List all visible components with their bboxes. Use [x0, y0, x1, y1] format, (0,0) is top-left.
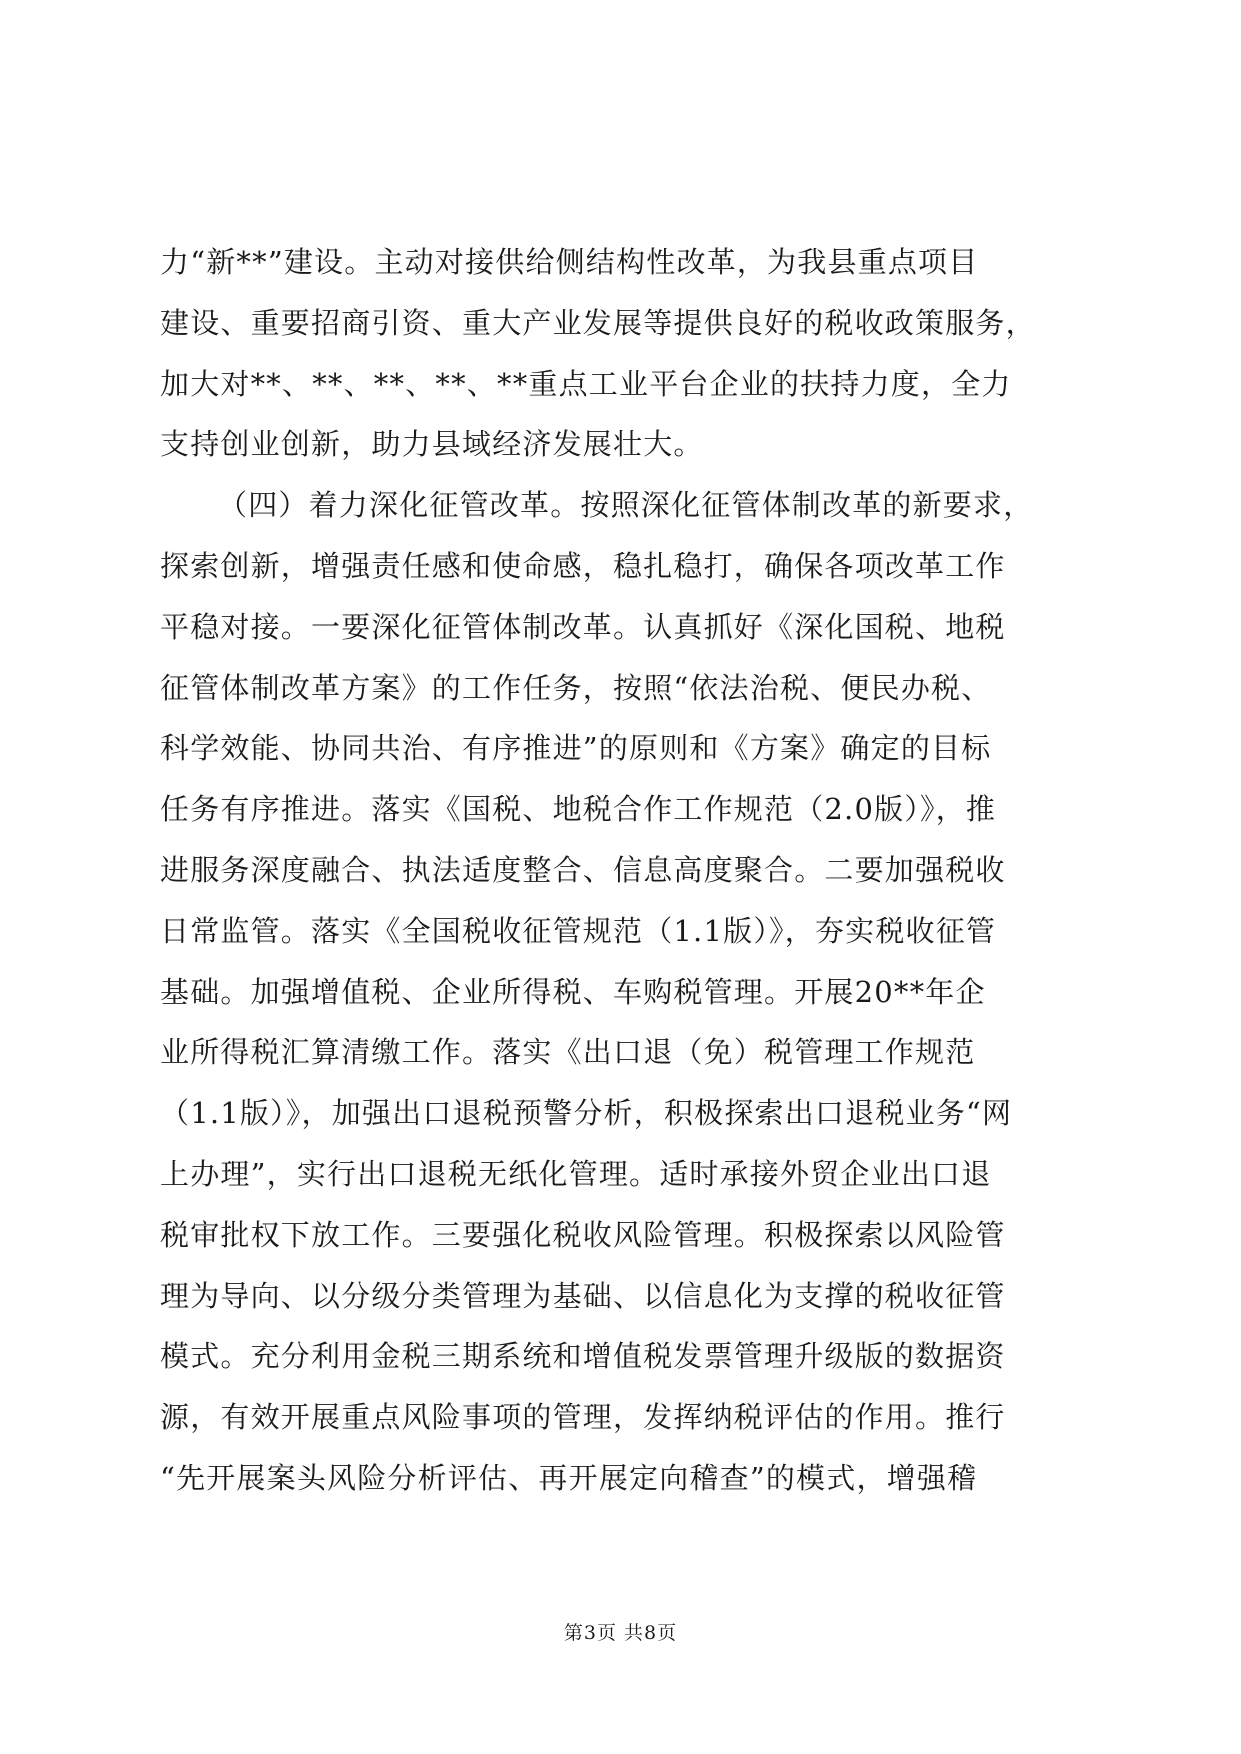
- text-line: 探索创新，增强责任感和使命感，稳扎稳打，确保各项改革工作: [160, 548, 1006, 583]
- text-line: （1.1版）》，加强出口退税预警分析，积极探索出口退税业务“网: [160, 1096, 1013, 1131]
- text-line: 业所得税汇算清缴工作。落实《出口退（免）税管理工作规范: [160, 1035, 976, 1070]
- document-body: [160, 232, 1080, 1509]
- text-line: 建设、重要招商引资、重大产业发展等提供良好的税收政策服务，: [160, 305, 1036, 340]
- text-line: 加大对**、**、**、**、**重点工业平台企业的扶持力度，全力: [160, 366, 1012, 401]
- section-heading-line: （四）着力深化征管改革。按照深化征管体制改革的新要求，: [218, 488, 1034, 523]
- text-line: 力“新**”建设。主动对接供给侧结构性改革，为我县重点项目: [160, 245, 979, 279]
- text-line: 税审批权下放工作。三要强化税收风险管理。积极探索以风险管: [160, 1217, 1006, 1252]
- text-line: 理为导向、以分级分类管理为基础、以信息化为支撑的税收征管: [160, 1278, 1006, 1313]
- text-line: 科学效能、协同共治、有序推进”的原则和《方案》确定的目标: [160, 731, 992, 766]
- text-line: 模式。充分利用金税三期系统和增值税发票管理升级版的数据资: [160, 1339, 1006, 1374]
- text-line: “先开展案头风险分析评估、再开展定向稽查”的模式，增强稽: [160, 1460, 978, 1495]
- text-line: 进服务深度融合、执法适度整合、信息高度聚合。二要加强税收: [160, 852, 1006, 887]
- text-line: 支持创业创新，助力县域经济发展壮大。: [160, 427, 704, 462]
- text-line: 日常监管。落实《全国税收征管规范（1.1版）》，夯实税收征管: [160, 913, 997, 948]
- text-line: 任务有序推进。落实《国税、地税合作工作规范（2.0版）》，推: [160, 792, 997, 827]
- text-line: 征管体制改革方案》的工作任务，按照“依法治税、便民办税、: [160, 670, 992, 705]
- text-line: 上办理”，实行出口退税无纸化管理。适时承接外贸企业出口退: [160, 1156, 992, 1191]
- page-number-footer: 第3页 共8页: [563, 1622, 678, 1644]
- text-line: 基础。加强增值税、企业所得税、车购税管理。开展20**年企: [160, 974, 986, 1009]
- text-line: 平稳对接。一要深化征管体制改革。认真抓好《深化国税、地税: [160, 609, 1006, 644]
- text-line: 源，有效开展重点风险事项的管理，发挥纳税评估的作用。推行: [160, 1400, 1006, 1435]
